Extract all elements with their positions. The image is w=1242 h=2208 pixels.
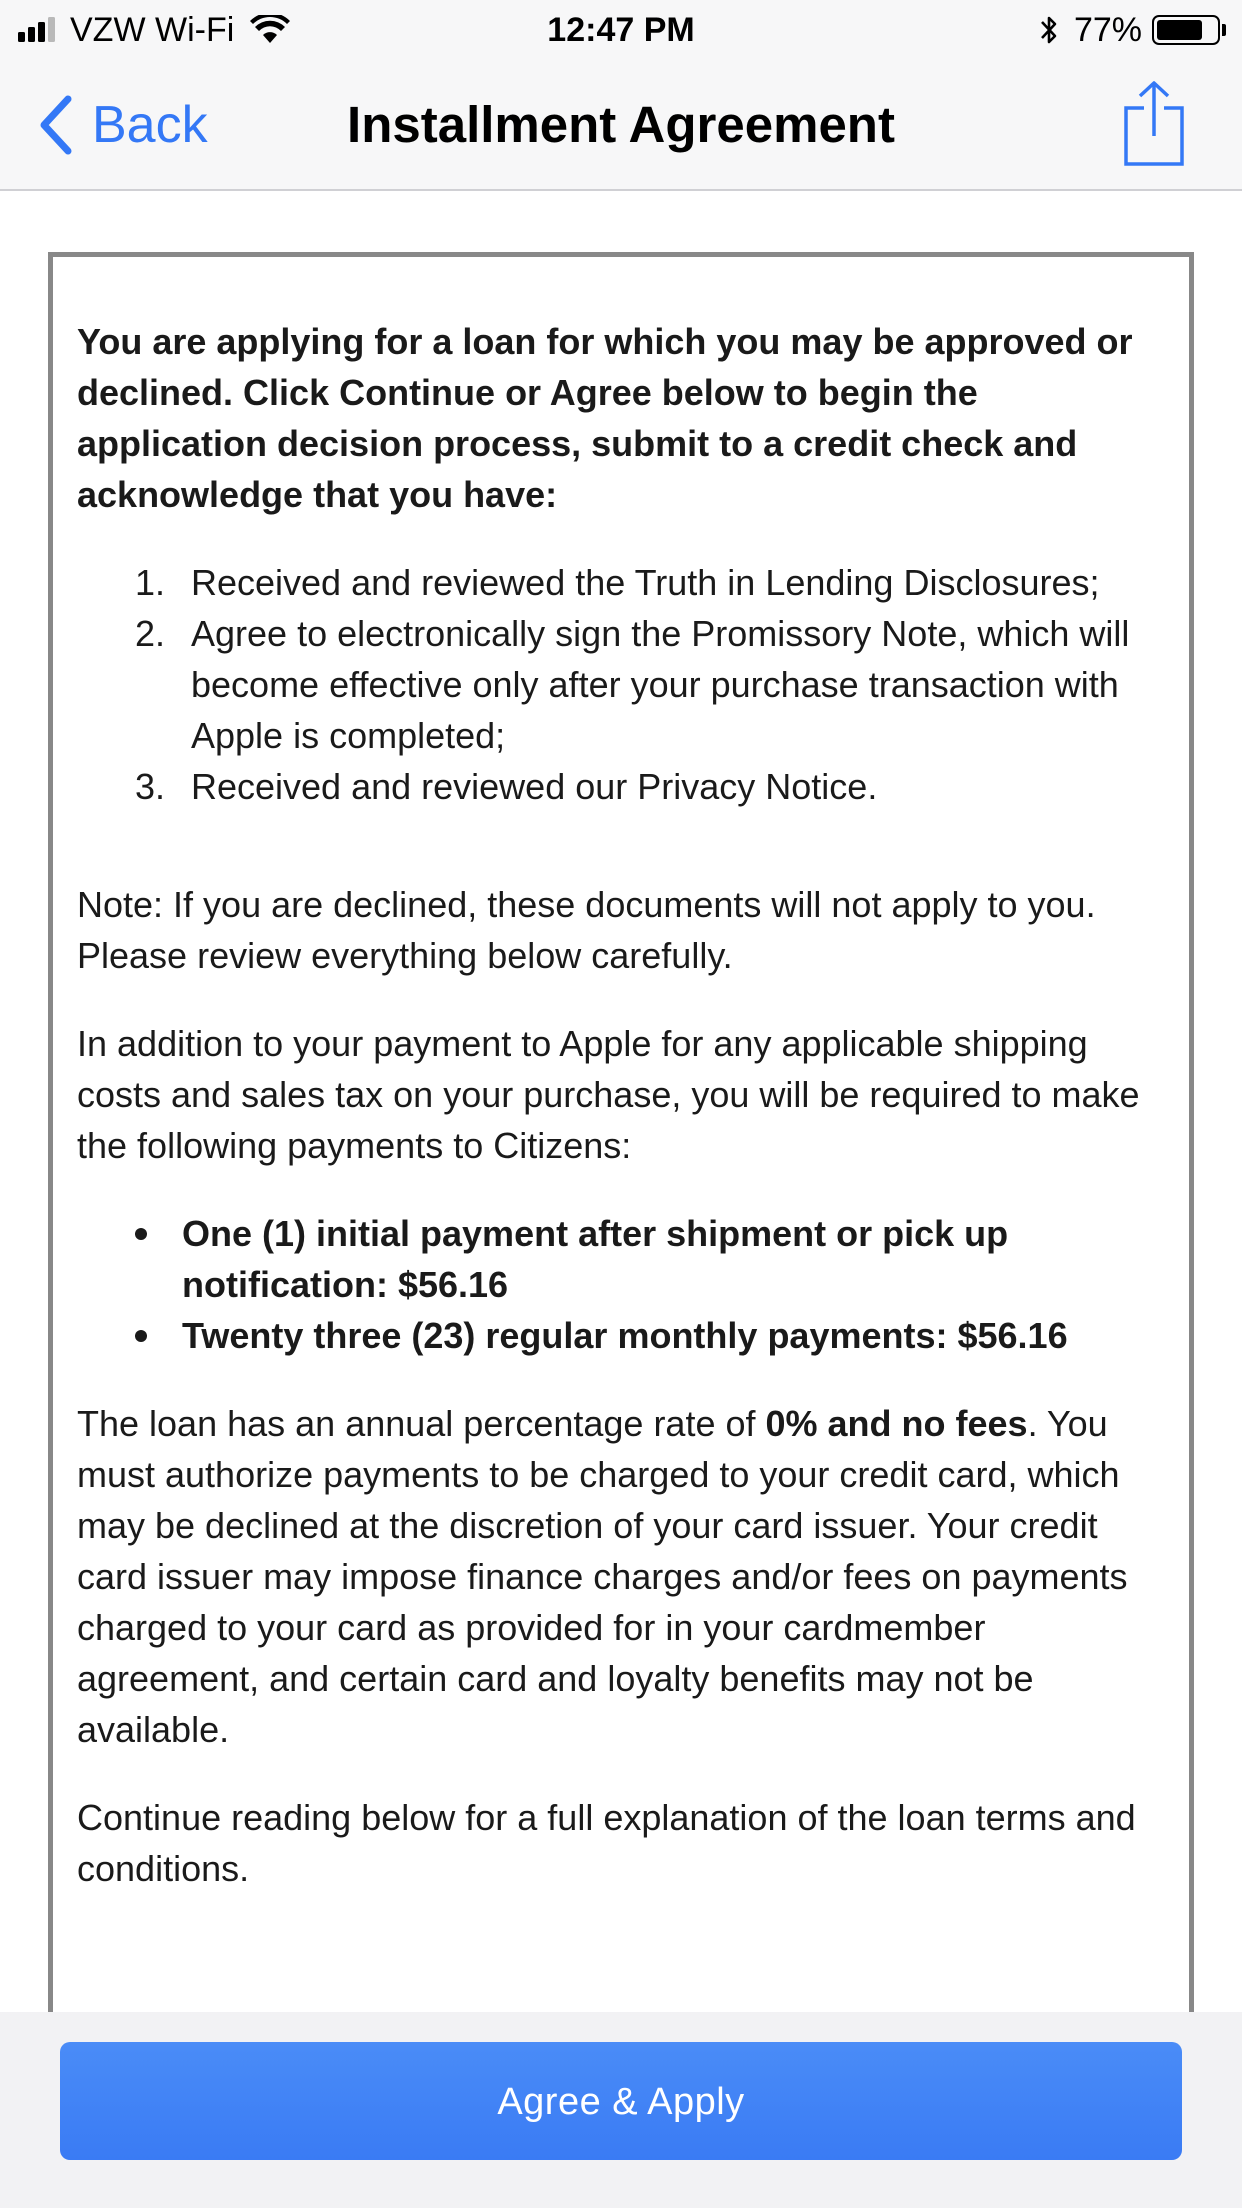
battery-percent: 77%: [1073, 10, 1142, 49]
battery-fill: [1157, 20, 1202, 40]
list-item: [135, 761, 1177, 812]
share-icon[interactable]: [1122, 80, 1186, 166]
list-item: [182, 1208, 1177, 1310]
bullet-icon: [135, 1330, 147, 1342]
list-item: [182, 1310, 1177, 1361]
carrier-name: VZW Wi-Fi: [70, 10, 235, 49]
status-time: 12:47 PM: [547, 11, 695, 49]
list-item-text: Agree to electronically sign the Promissory Note, which will become effective only after your purchase transaction with Apple is completed;: [191, 613, 1130, 756]
list-item-text: Twenty three (23) regular monthly payments: $56.16: [182, 1315, 1068, 1356]
battery-cap: [1222, 24, 1226, 36]
list-item: [135, 608, 1177, 761]
action-bar: [0, 2012, 1242, 2208]
list-number: 2.: [135, 613, 166, 654]
list-item-text: One (1) initial payment after shipment or pick up notification: $56.16: [182, 1213, 1009, 1305]
bluetooth-icon: [1038, 13, 1060, 47]
list-item: [135, 557, 1177, 608]
apr-prefix: The loan has an annual percentage rate of: [77, 1403, 766, 1444]
battery-icon: [1152, 15, 1220, 45]
document-content: [77, 316, 1177, 1894]
page-title: Installment Agreement: [347, 96, 895, 153]
status-bar: [0, 0, 1242, 60]
agree-apply-button[interactable]: Agree & Apply: [60, 2042, 1182, 2160]
back-label: Back: [92, 96, 208, 154]
intro-paragraph: You are applying for a loan for which you may be approved or declined. Click Continue or Agree below to begin the application decision process, submit to a credit check and acknowledge that you have:: [77, 321, 1133, 515]
list-item-text: Received and reviewed our Privacy Notice.: [191, 766, 878, 807]
nav-bar: [0, 60, 1242, 191]
status-right: [1038, 10, 1226, 50]
payments-intro-paragraph: In addition to your payment to Apple for any applicable shipping costs and sales tax on your purchase, you will be required to make the following payments to Citizens:: [77, 1023, 1140, 1166]
apr-highlight: 0% and no fees: [765, 1403, 1028, 1444]
list-item-text: Received and reviewed the Truth in Lending Disclosures;: [191, 562, 1100, 603]
bullet-icon: [135, 1228, 147, 1240]
payments-list: [77, 1208, 1177, 1361]
continue-reading-paragraph: Continue reading below for a full explanation of the loan terms and conditions.: [77, 1797, 1136, 1889]
note-paragraph: Note: If you are declined, these documents will not apply to you. Please review everything below carefully.: [77, 884, 1096, 976]
acknowledgement-list: [77, 557, 1177, 812]
apr-suffix: . You must authorize payments to be charged to your credit card, which may be declined at the discretion of your card issuer. Your credit card issuer may impose finance charges and/or fees on payments charged to your card as provided for in your cardmember agreement, and certain card and loyalty benefits may not be available.: [77, 1403, 1128, 1750]
list-number: 1.: [135, 562, 166, 603]
apr-paragraph: [77, 1398, 1177, 1755]
list-number: 3.: [135, 766, 166, 807]
